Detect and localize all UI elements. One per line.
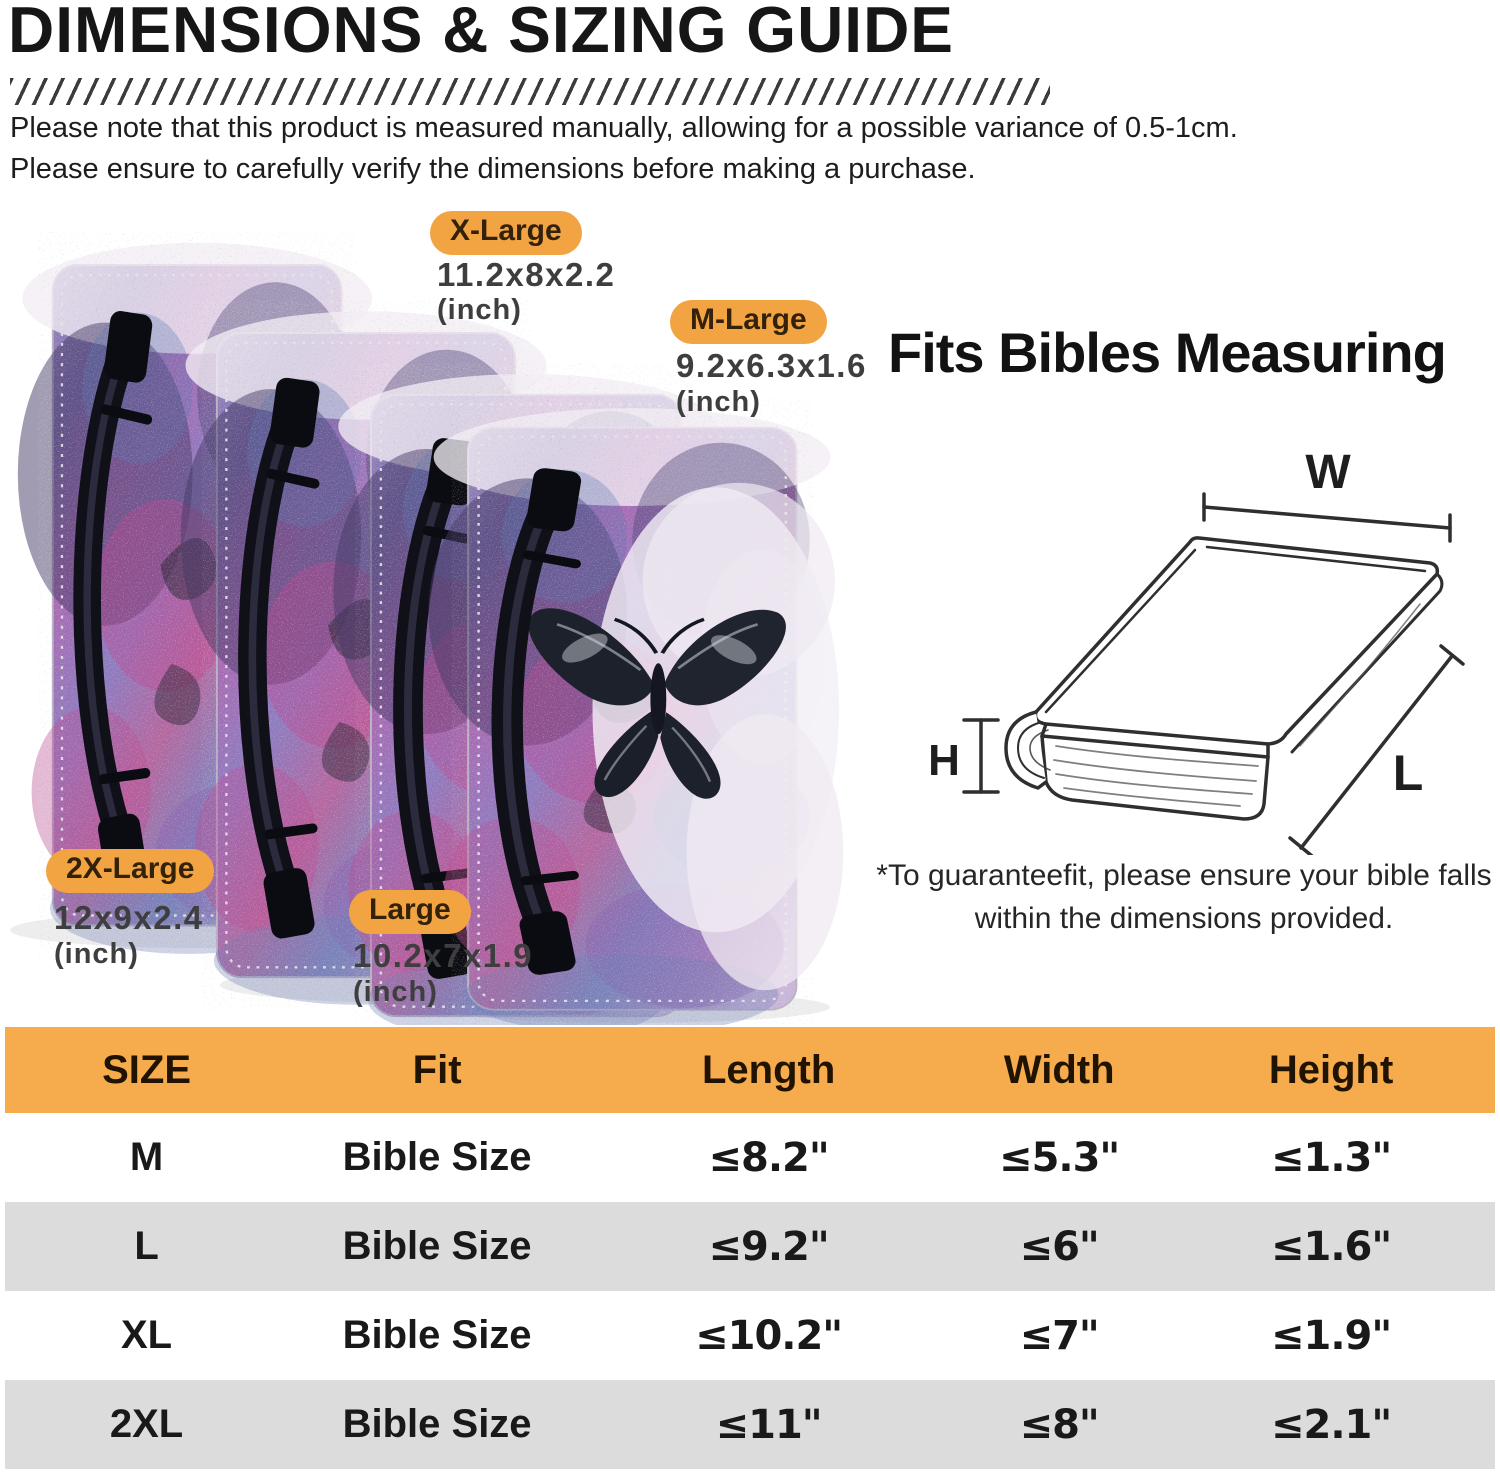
cell-length: ≤11" [715,1401,822,1448]
cell-fit: Bible Size [342,1224,532,1268]
callout-large [349,890,471,934]
fit-section-heading: Fits Bibles Measuring [888,321,1446,384]
size-badge-m-large: M-Large [670,300,827,344]
size-badge-2x-large: 2X-Large [46,849,214,893]
column-header-length: Length [701,1047,836,1092]
size-dims-large: 10.2x7x1.9 [353,937,534,974]
callout-m-large [670,300,827,344]
footnote-line-2: within the dimensions provided. [974,902,1394,935]
column-header-size: SIZE [102,1047,191,1092]
cell-length: ≤10.2" [695,1312,843,1359]
size-row-m [5,1113,1495,1202]
size-unit-m-large: (inch) [676,386,761,418]
size-table [5,1027,1495,1469]
cell-height: ≤1.3" [1270,1134,1392,1181]
dimension-label-l: L [1392,745,1424,801]
cell-size: 2XL [109,1402,184,1446]
note-line-1: Please note that this product is measured manually, allowing for a possible variance of 0.5-1cm. [10,112,1238,144]
size-dims-2x-large: 12x9x2.4 [54,899,204,936]
cell-length: ≤8.2" [708,1134,829,1181]
size-row-2xl [5,1380,1495,1469]
fit-footnote [868,854,1500,940]
size-badge-large: Large [349,890,471,934]
hatch-divider [10,78,1050,105]
cell-fit: Bible Size [342,1313,532,1357]
size-table-header [5,1027,1495,1113]
book-measurement-diagram [860,430,1500,855]
cell-height: ≤1.6" [1270,1223,1392,1270]
cell-width: ≤7" [1019,1312,1099,1359]
cell-fit: Bible Size [342,1135,532,1179]
page-title: DIMENSIONS & SIZING GUIDE [8,0,954,67]
size-badge-x-large: X-Large [430,211,582,255]
cell-length: ≤9.2" [708,1223,829,1270]
footnote-line-1: *To guaranteefit, please ensure your bible falls [876,859,1492,892]
cell-width: ≤6" [1019,1223,1099,1270]
dimension-label-w: W [1305,446,1351,499]
column-header-fit: Fit [412,1047,462,1092]
cell-width: ≤5.3" [999,1134,1120,1181]
dimension-label-h: H [928,736,960,785]
column-header-height: Height [1268,1047,1394,1092]
note-line-2: Please ensure to carefully verify the dimensions before making a purchase. [10,153,976,185]
cell-size: XL [120,1313,173,1357]
size-dims-x-large: 11.2x8x2.2 [437,256,616,293]
cell-height: ≤2.1" [1270,1401,1392,1448]
cell-fit: Bible Size [342,1402,532,1446]
dimension-line-w [1204,507,1450,528]
column-header-width: Width [1003,1047,1115,1092]
bible-cover-m-large [428,408,843,1025]
callout-2x-large [46,849,214,893]
measurement-note [10,108,1238,190]
cell-size: M [129,1135,164,1179]
callout-x-large [430,211,582,255]
size-unit-x-large: (inch) [437,294,522,326]
size-row-l [5,1202,1495,1291]
cell-size: L [134,1224,159,1268]
cell-height: ≤1.9" [1270,1312,1392,1359]
size-row-xl [5,1291,1495,1380]
cell-width: ≤8" [1019,1401,1099,1448]
size-unit-large: (inch) [353,976,438,1008]
size-dims-m-large: 9.2x6.3x1.6 [676,347,867,384]
size-unit-2x-large: (inch) [54,938,139,970]
